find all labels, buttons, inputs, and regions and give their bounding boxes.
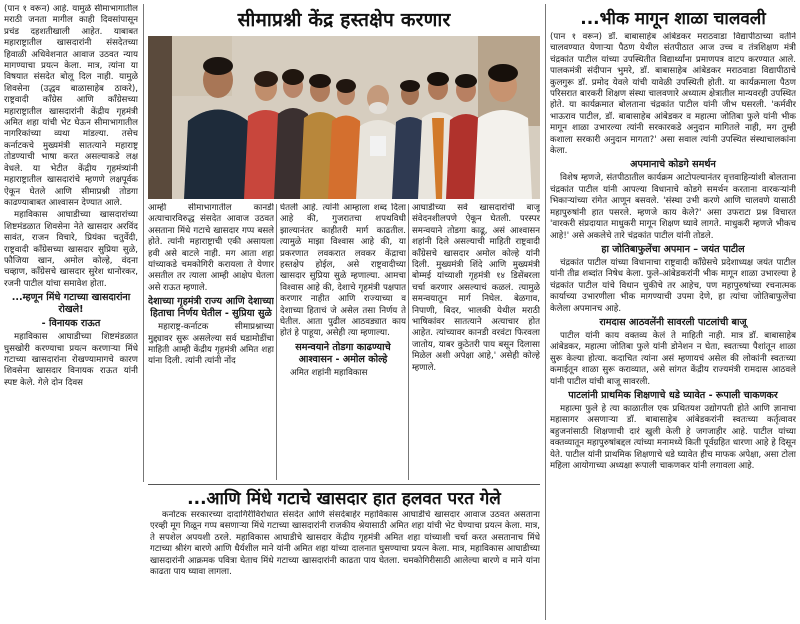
right-sub3: रामदास आठवलेंनी सावरली पाटलांची बाजू [599, 316, 747, 328]
bottom-story-body [150, 510, 540, 620]
news-photo [148, 36, 540, 199]
group-photo-illustration [148, 36, 540, 199]
left-third-paragraph: महाविकास आघाडीच्या शिष्टमंडळात घुसखोरी करण्याचा प्रयत्न करणाऱ्या मिंधे गटाच्या खासदारांना रोखण्यामागचे कारण शिवसेना खासदार विनायक राऊत यांनी स्पष्ट केले. गेले दोन दिवस [4, 332, 138, 388]
right-para3: चंद्रकांत पाटील यांच्या विधानाचा राष्ट्रवादी काँग्रेसचे प्रदेशाध्यक्ष जयंत पाटील यांनी तीव्र शब्दांत निषेध केला. फुले-आंबेडकरांनी भीक मागून शाळा उभारल्या हे चंद्रकांत पाटील यांचे विधान चुकीचे तर आहेच, पण महापुरुषांच्या रचनात्मक कार्याच्या उभारणीला भीक मागण्याची उपमा देणे, हा त्यांचा जोतिबाफुलेंचा केलेला अपमानच आहे. [550, 257, 796, 314]
main-story-col2 [280, 203, 406, 483]
column-divider [143, 4, 144, 482]
right-headline: ...भीक मागून शाळा चालवली [580, 9, 766, 29]
right-para4: पाटील यांनी काय वक्तव्य केलं ते माहिती नाही. मात्र डॉ. बाबासाहेब आंबेडकर, महात्मा जोतिबा फुले यांनी डोनेशन न घेता, स्वतःच्या पैशांतून शाळा सुरू केल्या होत्या. कदाचित त्यांना असं म्हणायचं असेल की लोकांनी स्वतःच्या कमाईतून शाळा सुरू कराव्यात, असे सांगत केंद्रीय राज्यमंत्री रामदास आठवले यांनी पाटील यांची बाजू सावरली. [550, 330, 796, 387]
main-col2-paragraph: घेतली आहे. त्यांनी आम्हाला शब्द दिला आहे की, गुजरातचा शपथविधी झाल्यानंतर काहीतरी मार्ग काढतील. त्यामुळे माझा विश्वास आहे की, या प्रकरणात लवकरात लवकर केंद्राचा हस्तक्षेप होईल, असे राष्ट्रवादीच्या खासदार सुप्रिया सुळे म्हणाल्या. आमचा विश्वास आहे की, देशाचे गृहमंत्री पक्षपात करणार नाहीत आणि राज्याच्या व देशाच्या हिताचं जे असेल तसा निर्णय ते घेतील. आता पुढील आठवड्यात काय होतं हे पाहूया, असेही त्या म्हणाल्या. [280, 203, 406, 339]
column-divider [276, 204, 277, 480]
main-col1-paragraph2: महाराष्ट्र-कर्नाटक सीमाप्रश्नाच्या मुद्द्यावर सुरू असलेल्या सर्व घडामोडींचा माहिती आम्ही केंद्रीय गृहमंत्री अमित शहा यांना दिली. त्यांनी त्यांनी नोंद [148, 322, 274, 367]
left-subhead-byline: - विनायक राऊत [41, 318, 101, 330]
main-story-col3 [412, 203, 540, 483]
main-headline: सीमाप्रश्नी केंद्र हस्तक्षेप करणार [237, 9, 451, 31]
right-para2: विशेष म्हणजे, संतपीठातील कार्यक्रम आटोपल्यानंतर वृत्तवाहिन्यांशी बोलताना चंद्रकांत पाटील यांनी आपल्या विधानाचे कोडगे समर्थन करताना वारकऱ्यांनी भिकाऱ्यांच्या रांगेत आणून बसवले. 'संस्था उभी करणे आणि चालवणे यासाठी महापुरुषांनी हात पसरले. म्हणजे काय केले?' असा उफराटा प्रश्न विचारत 'वारकरी संप्रदायात माधुकरी मागून शिक्षण घ्यावे लागते. माधुकरी म्हणजे भीकच आहे!' असे अकलेचे तारे चंद्रकांत पाटील यांनी तोडले. [550, 173, 796, 241]
column-divider [408, 204, 409, 480]
column-divider [545, 4, 546, 620]
left-column [4, 4, 138, 620]
right-story-body [550, 32, 796, 620]
right-para1: (पान १ वरून) डॉ. बाबासाहेब आंबेडकर मराठवाडा विद्यापीठाच्या वतीने चालवण्यात येणाऱ्या पैठण येथील संतपीठात आज उच्च व तंत्रशिक्षण मंत्री चंद्रकांत पाटील यांच्या उपस्थितीत विद्यार्थ्यांना प्रमाणपत्र वाटप करण्यात आले. पालकमंत्री संदीपान भुमरे, डॉ. बाबासाहेब आंबेडकर मराठवाडा विद्यापीठाचे कुलगुरू डॉ. प्रमोद येवले यांची यावेळी उपस्थिती होती. या कार्यक्रमाला पैठण परिसरात बारकरी शिक्षण संस्था चालवणारे अध्यात्म क्षेत्रातील मान्यवरही उपस्थित होते. या कार्यक्रमात बोलताना चंद्रकांत पाटील यांनी जीभ घसरली. 'कर्मवीर भाऊराव पाटील, डॉ. बाबासाहेब आंबेडकर व महात्मा जोतिबा फुले यांनी भीक मागून शाळा उभारल्या त्यांनी सरकारकडे अनुदान मागितले नाही, मग तुम्ही कशाला सरकारी अनुदान मागता?' असा सवाल त्यांनी उपस्थित संस्थाचालकांना केला. [550, 32, 796, 157]
main-col2-paragraph2: अमित शहांनी महाविकास [290, 367, 368, 378]
left-second-paragraph: महाविकास आघाडीच्या खासदारांच्या शिष्टमंडळात शिवसेना नेते खासदार अरविंद सावंत, राजन विचारे, प्रियंका चतुर्वेदी, राष्ट्रवादी काँग्रेसच्या खासदार सुप्रिया सुळे, फौजिया खान, अमोल कोल्हे, वंदना चव्हाण, काँग्रेसचे खासदार सुरेश धानोरकर, रजनी पाटील यांचा समावेश होता. [4, 210, 138, 289]
left-subhead: ...म्हणून मिंधे गटाच्या खासदारांना रोखले! [11, 292, 131, 316]
main-col3-paragraph: आघाडीच्या सर्व खासदारांची बाजू संवेदनशीलपणे ऐकून घेतली. परस्पर समन्वयाने तोडगा काढू, असं आश्वासन शहांनी दिले असल्याची माहिती राष्ट्रवादी काँग्रेसचे खासदार अमोल कोल्हे यांनी दिली. मुख्यमंत्री शिंदे आणि मुख्यमंत्री बोम्मई यांच्याशी गृहमंत्री १४ डिसेंबरला चर्चा करणार असल्याचं कळलं. त्यामुळे समन्वयातून मार्ग निघेल. बेळगाव, निपाणी, बिदर, भालकी येथील मराठी भाषिकांवर सातत्याने अत्याचार होत आहेत. त्यांच्यावर कानडी वरवंटा फिरवला जातोय, याबर कुठेतरी पाय बसून दिलासा मिळेल अशी अपेक्षा आहे,' असेही कोल्हे म्हणाले. [412, 203, 540, 373]
right-para5: महात्मा फुले हे त्या काळातील एक प्रथितयश उद्योगपती होते आणि ज्ञानाचा महासागर असणाऱ्या डॉ. बाबासाहेब आंबेडकरांनी स्वतःच्या कर्तृत्वावर बहुजनांसाठी शिक्षणाची दारं खुली केली हे जगजाहीर आहे. पाटील यांच्या वक्तव्यातून महापुरुषांबद्दल त्यांच्या मनामध्ये किती पूर्वग्रहित धारणा आहे हे दिसून येते. पाटील यांनी प्राथमिक शिक्षणाचे धडे घ्यावेत हीच माफक अपेक्षा, असा टोला महिला आयोगाच्या अध्यक्षा रूपाली चाकणकर यांनी लगावला आहे. [550, 403, 796, 471]
right-sub1: अपमानाचे कोडगे समर्थन [630, 159, 716, 171]
left-intro-paragraph: (पान १ वरून) आहे. यामुळे सीमाभागातील मराठी जनता मागील काही दिवसांपासून प्रचंड दहशतीखाली आहेत. याबाबत महाराष्ट्रातील खासदारांनी संसदेतच्या हिवाळी अधिवेशनात आवाज उठवत न्याय मागण्याचा प्रयत्न केला. मात्र, त्यांना या विषयात संसदेत बोलू दिल नाही. यामुळे शिवसेना (उद्धव बाळासाहेब ठाकरे), राष्ट्रवादी काँग्रेस आणि काँग्रेसच्या महाराष्ट्रातील खासदारांनी केंद्रीय गृहमंत्री अमित शहा यांची भेट घेऊन सीमाभागातील नागरिकांच्या व्यथा मांडल्या. तसेच कर्नाटकचे मुख्यमंत्री सातत्याने महाराष्ट्र तोडण्याची भाषा करत असल्याकडे लक्ष वेधले. या भेटीत केंद्रीय गृहमंत्र्यांनी महाराष्ट्रातील खासदारांचे म्हणणे लक्षपूर्वक ऐकून घेतले आणि सीमाप्रश्नी तोडगा काढण्याबाबत आश्वासन देण्यात आले. [4, 4, 138, 208]
main-col1-subhead: देशाच्या गृहमंत्री राज्य आणि देशाच्या हिताचा निर्णय घेतील - सुप्रिया सुळे [148, 296, 274, 320]
bottom-headline: ...आणि मिंधे गटाचे खासदार हात हलवत परत गेले [187, 489, 501, 509]
right-sub4: पाटलांनी प्राथमिक शिक्षणाचे धडे घ्यावेत - रूपाली चाकणकर [568, 389, 778, 401]
main-story-col1 [148, 203, 274, 483]
right-sub2: हा जोतिबाफुलेंचा अपमान – जयंत पाटील [601, 243, 745, 255]
section-divider [148, 484, 540, 485]
main-col1-paragraph: आम्ही सीमाभागातील कानडी अत्याचारविरुद्ध संसदेत आवाज उठवत असताना मिंधे गटाचे खासदार गप्प बसले होते. त्यांनी महाराष्ट्राची एकी असायला हवी असे बाटले नाही. मग आता शहा यांच्याकडे चमकोगिरी करायला ते येणार असतील तर त्याला आम्ही आक्षेप घेतला असे राऊत म्हणाले. [148, 203, 274, 293]
main-col2-subhead: समन्वयाने तोडगा काढण्याचे आश्वासन - अमोल कोल्हे [295, 341, 391, 365]
bottom-paragraph: कर्नाटक सरकारच्या दादागिरीविरोधात संसदेत आणि संसदेबाहेर महाविकास आघाडीचे खासदार आवाज उठवत असताना एरव्ही मूग गिळून गप्प बसणाऱ्या मिंधे गटाच्या खासदारांनी राजकीय श्रेयासाठी अमित शहा यांची भेट घेण्याचा प्रयत्न केला. मात्र, ते सपशेल अपयशी ठरले. महाविकास आघाडीचे खासदार केंद्रीय गृहमंत्री अमित शहा यांच्याशी चर्चा करत असतानाच मिंधे गटाच्या श्रीरंग बारणे आणि धैर्यशील माने यांनी अमित शहा यांच्या दालनात घुसण्याचा प्रयत्न केला. मात्र, महाविकास आघाडीच्या खासदारांनी आक्रमक पवित्रा घेताच मिंधे गटाच्या खासदारांनी काढता पाय घेतला. चमकोगिरीसाठी आलेल्या बारणे व माने यांना काढता पाय घ्यावा लागला. [150, 510, 540, 578]
